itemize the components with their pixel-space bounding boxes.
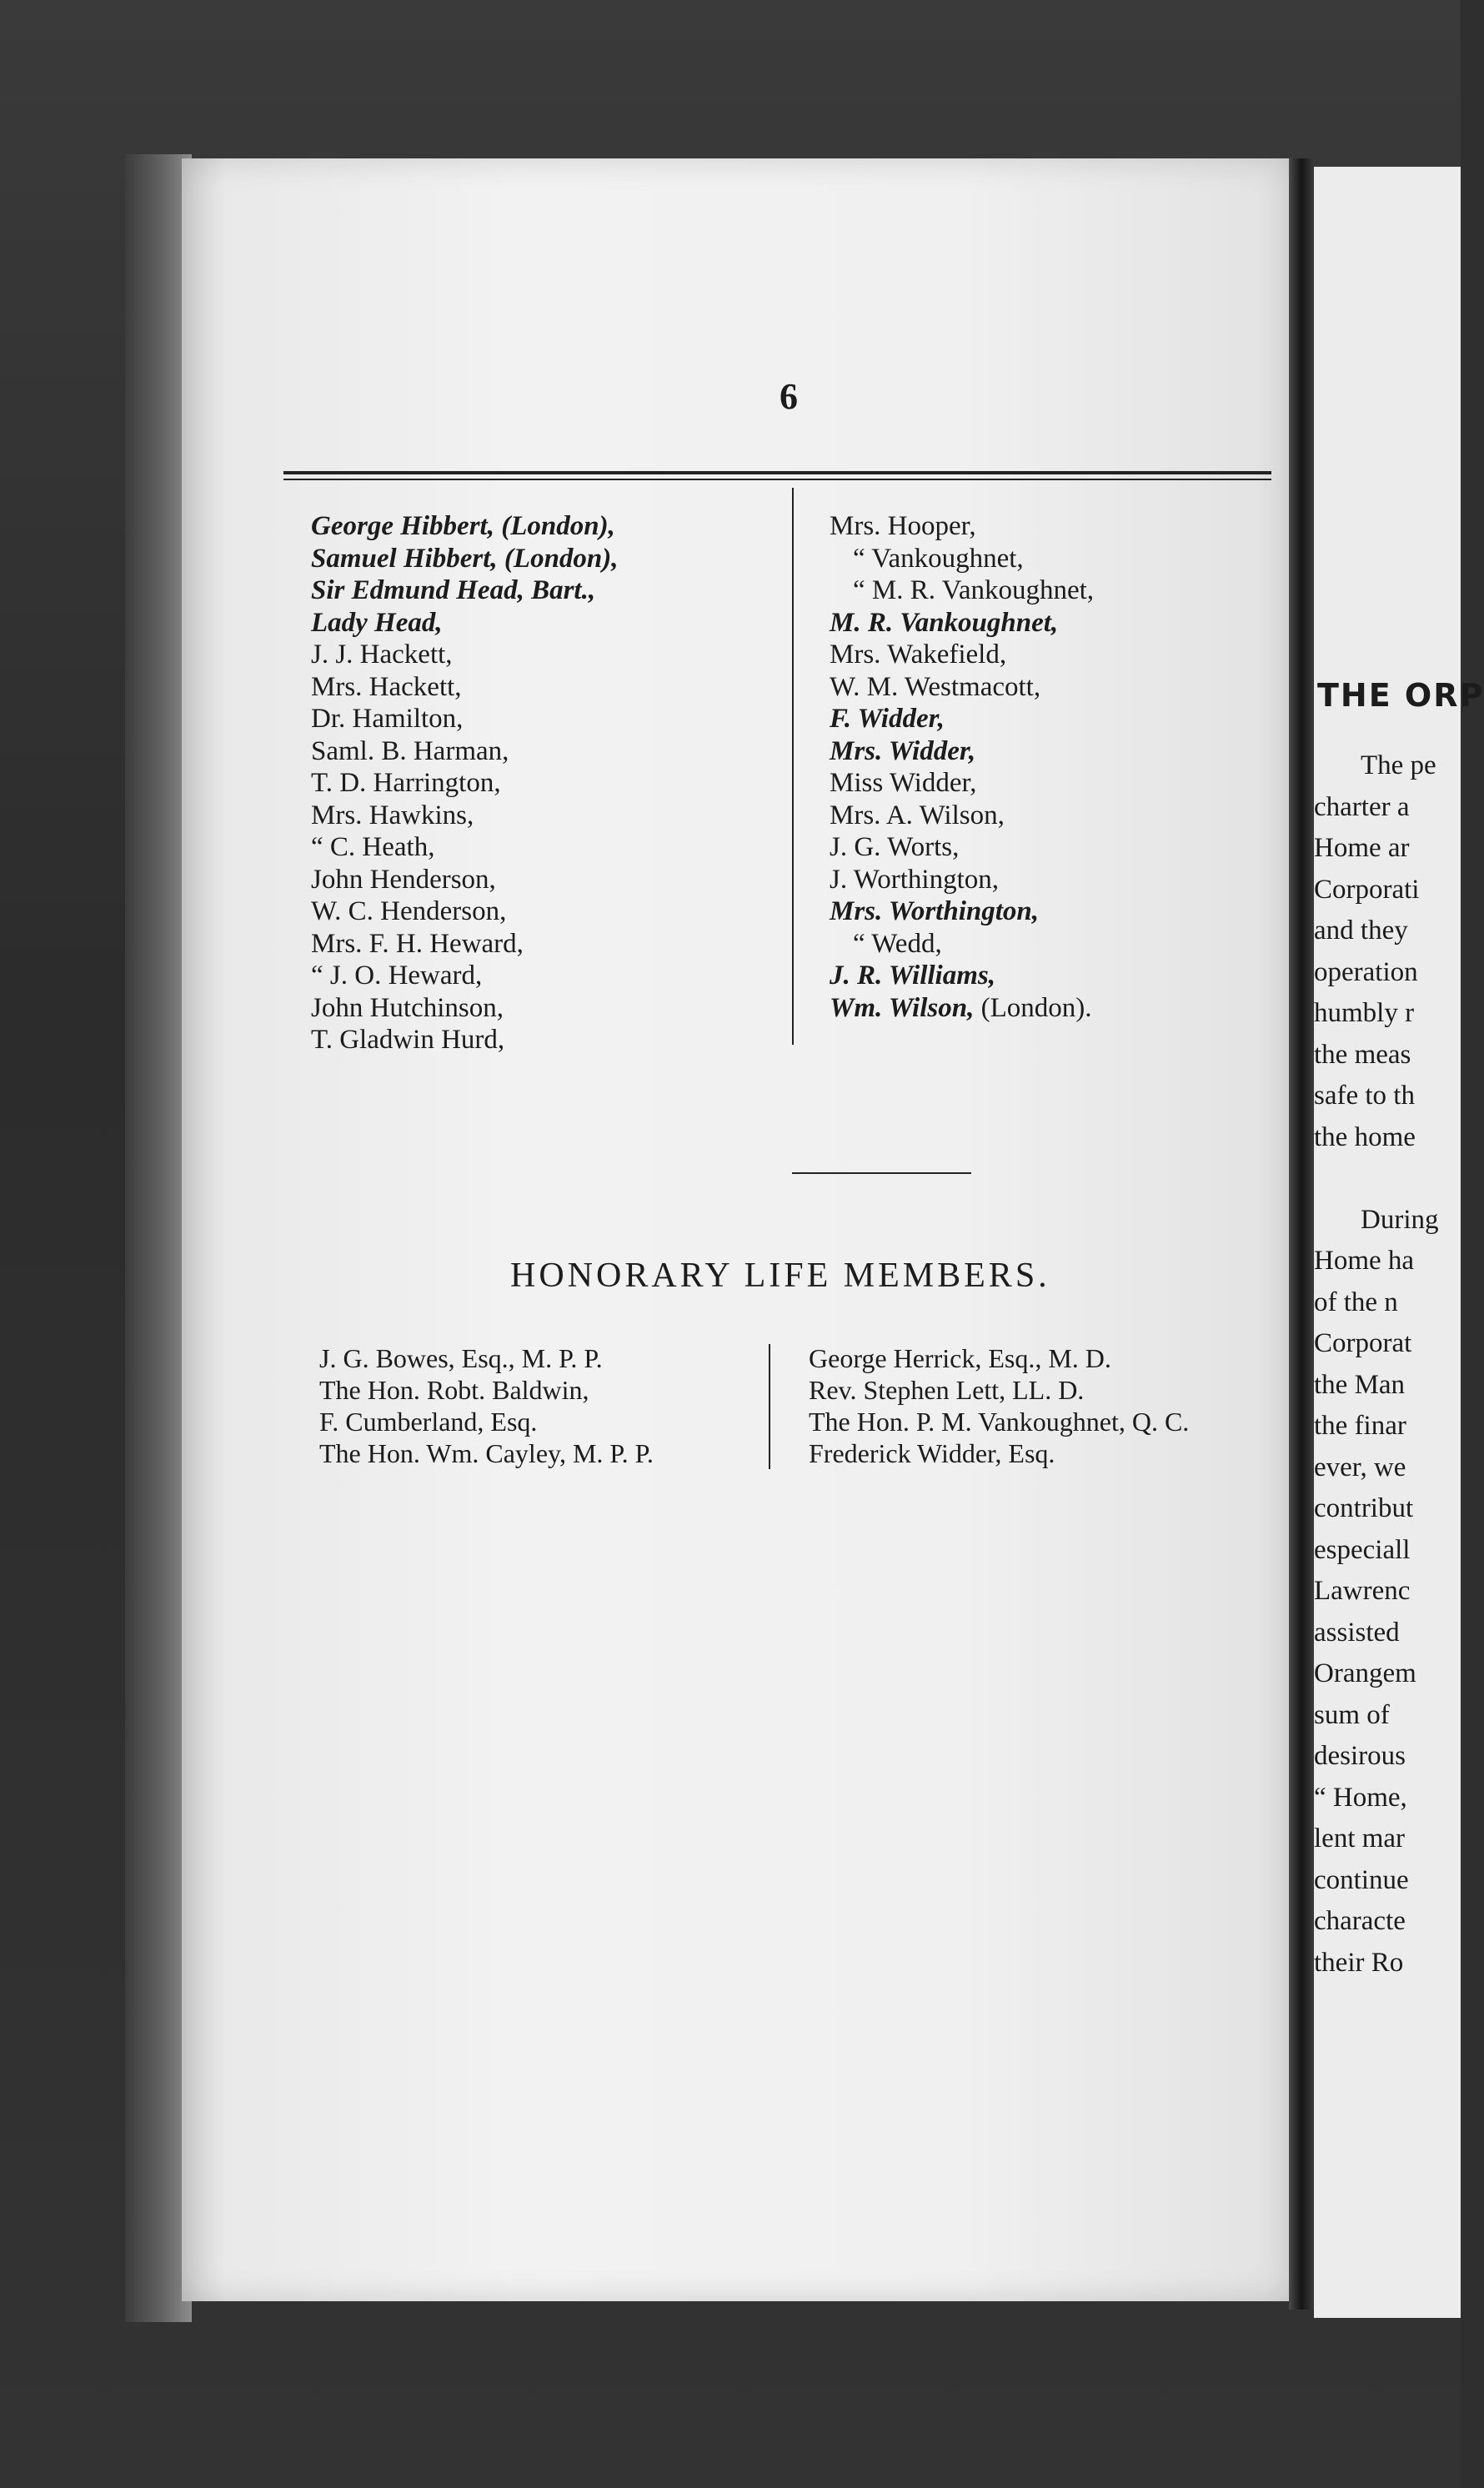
member-name: Mrs. Worthington, — [830, 896, 1039, 926]
member-name: J. Worthington, — [830, 864, 999, 895]
text-line: their Ro — [1314, 1947, 1404, 1978]
text-line: contribut — [1314, 1493, 1414, 1523]
member-name: George Hibbert, (London), — [311, 511, 615, 541]
honorary-member-name: The Hon. Robt. Baldwin, — [319, 1375, 589, 1405]
text-line: Orangem — [1314, 1658, 1416, 1688]
honorary-member-name: F. Cumberland, Esq. — [319, 1407, 538, 1437]
text-line: Home ar — [1314, 833, 1410, 863]
member-name: Mrs. Wakefield, — [830, 640, 1007, 670]
member-name: Miss Widder, — [830, 768, 977, 798]
member-name: J. R. Williams, — [830, 961, 995, 991]
member-name: Lady Head, — [311, 607, 443, 638]
member-name-roman-part: (London). — [980, 992, 1092, 1023]
text-line: ever, we — [1314, 1452, 1406, 1482]
member-name: J. G. Worts, — [830, 832, 960, 862]
member-name: John Hutchinson, — [311, 992, 504, 1023]
member-name: Mrs. F. H. Heward, — [311, 928, 524, 959]
text-line: Corporat — [1314, 1328, 1412, 1358]
honorary-member-name: Rev. Stephen Lett, LL. D. — [809, 1375, 1085, 1405]
honorary-list-left-column — [319, 1342, 654, 1469]
header-rule-thin — [283, 479, 1271, 480]
honorary-list-right-column — [809, 1342, 1189, 1469]
member-name: W. C. Henderson, — [311, 896, 507, 926]
text-line: the finar — [1314, 1411, 1406, 1441]
page-number: 6 — [780, 376, 798, 417]
member-name: T. D. Harrington, — [311, 768, 501, 798]
member-name: M. R. Vankoughnet, — [830, 607, 1059, 638]
honorary-member-name: George Herrick, Esq., M. D. — [809, 1343, 1111, 1373]
honorary-member-name: The Hon. P. M. Vankoughnet, Q. C. — [809, 1407, 1190, 1437]
member-list-right-column — [830, 510, 1094, 1024]
member-name: John Henderson, — [311, 864, 496, 895]
member-name-italic-part: Wm. Wilson, — [830, 992, 981, 1023]
text-line: Lawrenc — [1314, 1576, 1411, 1606]
text-line: charter a — [1314, 791, 1410, 822]
member-name: Mrs. Hawkins, — [311, 800, 474, 830]
text-line: characte — [1314, 1906, 1406, 1936]
member-name: F. Widder, — [830, 704, 945, 734]
book-gutter — [1289, 158, 1314, 2310]
member-name: “ C. Heath, — [311, 832, 435, 862]
text-line: sum of — [1314, 1699, 1390, 1730]
member-name — [830, 992, 1094, 1025]
adjacent-page-heading: THE ORP — [1317, 677, 1484, 714]
member-name: “ Vankoughnet, — [853, 543, 1024, 574]
member-name: Sir Edmund Head, Bart., — [311, 575, 596, 605]
text-line: Corporati — [1314, 874, 1420, 905]
text-line: humbly r — [1314, 998, 1415, 1028]
adjacent-page-text — [1314, 745, 1439, 1984]
member-name: Mrs. Widder, — [830, 735, 976, 766]
member-name: T. Gladwin Hurd, — [311, 1025, 505, 1055]
member-name: “ Wedd, — [853, 928, 942, 959]
honorary-member-name: The Hon. Wm. Cayley, M. P. P. — [319, 1438, 654, 1468]
text-line: the home — [1314, 1121, 1416, 1152]
honorary-member-name: Frederick Widder, Esq. — [809, 1438, 1055, 1468]
text-line: “ Home, — [1314, 1782, 1407, 1813]
member-name: “ J. O. Heward, — [311, 961, 483, 991]
text-line: of the n — [1314, 1287, 1398, 1317]
header-rule-thick — [283, 471, 1271, 474]
text-line: especiall — [1314, 1534, 1411, 1565]
text-line: Home ha — [1314, 1246, 1415, 1276]
text-line: operation — [1314, 956, 1418, 987]
text-line: the Man — [1314, 1369, 1406, 1400]
member-name: J. J. Hackett, — [311, 640, 453, 670]
section-separator-rule — [792, 1172, 971, 1174]
member-name: “ M. R. Vankoughnet, — [853, 575, 1095, 605]
honorary-column-divider — [769, 1344, 770, 1469]
adjacent-page-fragment — [1314, 167, 1484, 2318]
text-line: During — [1361, 1204, 1439, 1235]
member-name: Saml. B. Harman, — [311, 735, 509, 766]
member-name: Mrs. A. Wilson, — [830, 800, 1005, 830]
text-line: The pe — [1361, 750, 1436, 780]
member-name: Samuel Hibbert, (London), — [311, 543, 619, 574]
member-list-left-column — [311, 510, 619, 1056]
column-divider — [792, 488, 794, 1045]
member-name: W. M. Westmacott, — [830, 671, 1041, 702]
text-line: desirous — [1314, 1741, 1406, 1771]
member-name: Dr. Hamilton, — [311, 704, 464, 734]
member-name: Mrs. Hackett, — [311, 671, 462, 702]
honorary-member-name: J. G. Bowes, Esq., M. P. P. — [319, 1343, 603, 1373]
member-name: Mrs. Hooper, — [830, 511, 976, 541]
text-line: and they — [1314, 915, 1408, 946]
text-line: continue — [1314, 1864, 1409, 1895]
text-line: the meas — [1314, 1039, 1411, 1070]
text-line: safe to th — [1314, 1081, 1415, 1111]
text-line: lent mar — [1314, 1823, 1406, 1853]
text-line — [1361, 1158, 1439, 1200]
text-line: assisted — [1314, 1617, 1400, 1648]
honorary-life-members-heading: HONORARY LIFE MEMBERS. — [510, 1257, 1050, 1295]
